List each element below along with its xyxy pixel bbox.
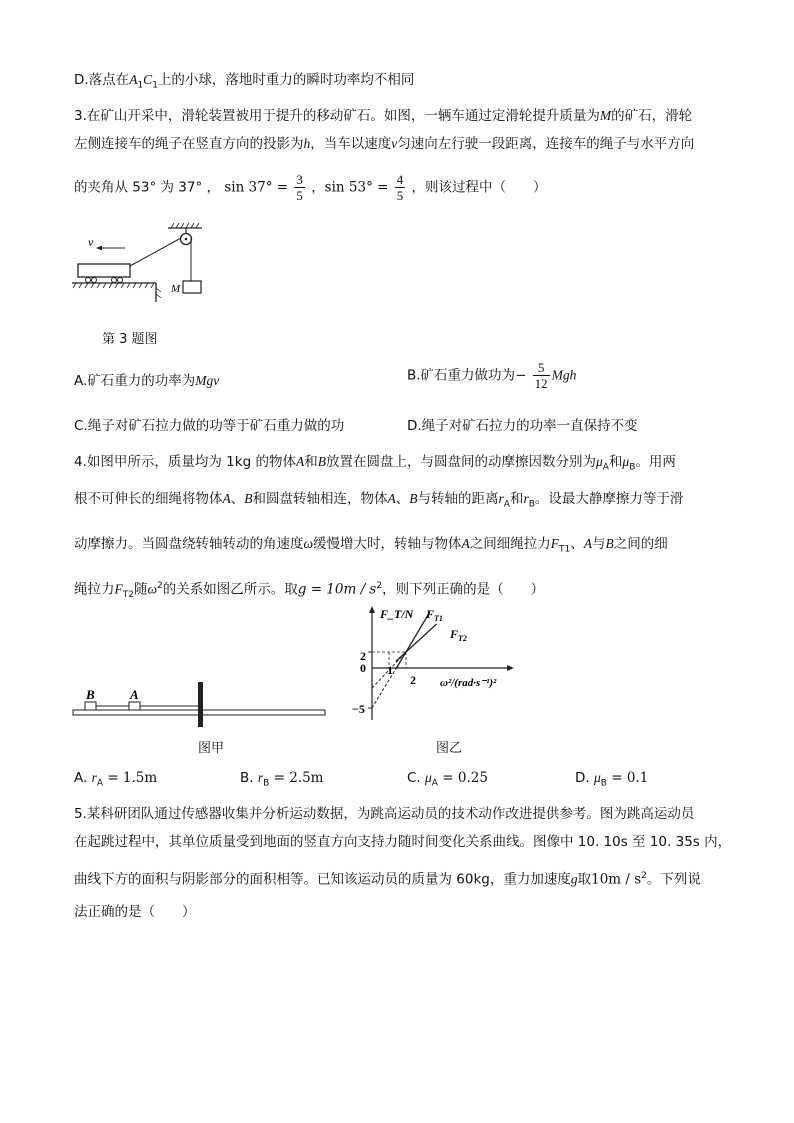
q5-stem-line1: 5.某科研团队通过传感器收集并分析运动数据，为跳高运动员的技术动作改进提供参考。图为跳高运动员 [74,806,695,822]
x-tick-2: 2 [410,673,416,687]
velocity-arrow-icon [96,246,102,251]
q3-option-d: D.绳子对矿石拉力的功率一直保持不变 [407,418,638,434]
q3-stem-line2: 左侧连接车的绳子在竖直方向的投影为h，当车以速度v匀速向左行驶一段距离，连接车的绳子与水平方向 [74,136,695,152]
svg-text:A: A [130,687,139,702]
y-tick-2: 2 [360,649,366,663]
q4-figure-jia [70,680,330,730]
fraction-3-5: $\frac{3}{5}$ [296,172,303,203]
fraction-4-5: $\frac{4}{5}$ [396,172,404,203]
ore-block [183,281,201,293]
q4-option-d: D. $\mu_B = 0.1$ [575,770,649,789]
q4-figure-jia-caption: 图甲 [198,741,225,756]
q4-stem-line3: 动摩擦力。当圆盘绕转轴转动的角速度ω缓慢增大时，转轴与物体A之间细绳拉力$F_{T1}$、A与B之间的细 [74,536,668,555]
q2-option-d: D.落点在$A_1C_1$上的小球，落地时重力的瞬时功率均不相同 [74,72,415,91]
q5-stem-line3: 曲线下方的面积与阴影部分的面积相等。已知该运动员的质量为 60kg，重力加速度g取$10m / s^2$。下列说 [74,871,701,888]
q4-figure-yi-chart [340,598,520,728]
svg-text:M: M [171,283,181,295]
x-axis-arrow-icon [507,665,514,671]
q5-stem-line4: 法正确的是（ ） [74,904,196,920]
q4-stem-line1: 4.如图甲所示，质量均为 1kg 的物体A和B放置在圆盘上，与圆盘间的动摩擦因数分别为$\mu_A$和$\mu_B$。用两 [74,454,676,473]
q3-figure-caption: 第 3 题图 [102,332,158,347]
block-b [85,702,96,710]
y-tick-neg5: −5 [352,702,365,716]
series-label-ft2: $F_{T2}$ [450,627,467,643]
q4-option-b: B. $r_B = 2.5m$ [240,770,324,789]
y-tick-0: 0 [360,661,366,675]
x-axis-label: ω²/(rad·s⁻¹)² [440,677,497,689]
series-2-line [396,624,437,661]
q5-stem-line2: 在起跳过程中，其单位质量受到地面的竖直方向支持力随时间变化关系曲线。图像中 10. 10s 至 10. 35s 内， [74,834,732,850]
q4-stem-line4: 绳拉力$F_{T2}$随$\omega^2$的关系如图乙所示。取$g = 10m / s^2$，则下列正确的是（ ） [74,581,545,601]
q3-stem-line1: 3.在矿山开采中，滑轮装置被用于提升的移动矿石。如图，一辆车通过定滑轮提升质量为M的矿石，滑轮 [74,108,693,124]
fraction-5-12: $\frac{5}{12}$ [534,360,548,391]
y-axis-label: F_T/N [380,607,414,621]
q3-option-c: C.绳子对矿石拉力做的功等于矿石重力做的功 [74,418,345,434]
y-axis-arrow-icon [369,606,375,613]
q3-option-a: A.矿石重力的功率为Mgv [74,373,220,389]
x-tick-1: 1 [387,663,393,677]
q4-figure-yi-caption: 图乙 [436,741,463,756]
q4-option-c: C. $\mu_A = 0.25$ [407,770,488,789]
svg-text:B: B [86,687,95,702]
q4-stem-line2: 根不可伸长的细绳将物体A、B和圆盘转轴相连，物体A、B与转轴的距离$r_A$和$r_B$。设最大静摩擦力等于滑 [74,491,684,510]
rotation-axis [198,682,203,727]
q4-option-a: A. $r_A = 1.5m$ [74,770,158,789]
block-a [129,702,140,710]
q3-pulley-figure [70,222,210,302]
car-body [78,264,130,277]
q3-stem-line3: 的夹角从 53° 为 37° ， sin 37° = $\frac{3}{5}$ ，sin 53° = $\frac{4}{5}$ ，则该过程中（ ） [74,172,547,203]
q3-option-b: B.矿石重力做功为− $\frac{5}{12}$ Mgh [407,360,577,391]
series-label-ft1: $F_{T1}$ [426,607,443,623]
svg-text:v: v [88,235,94,249]
